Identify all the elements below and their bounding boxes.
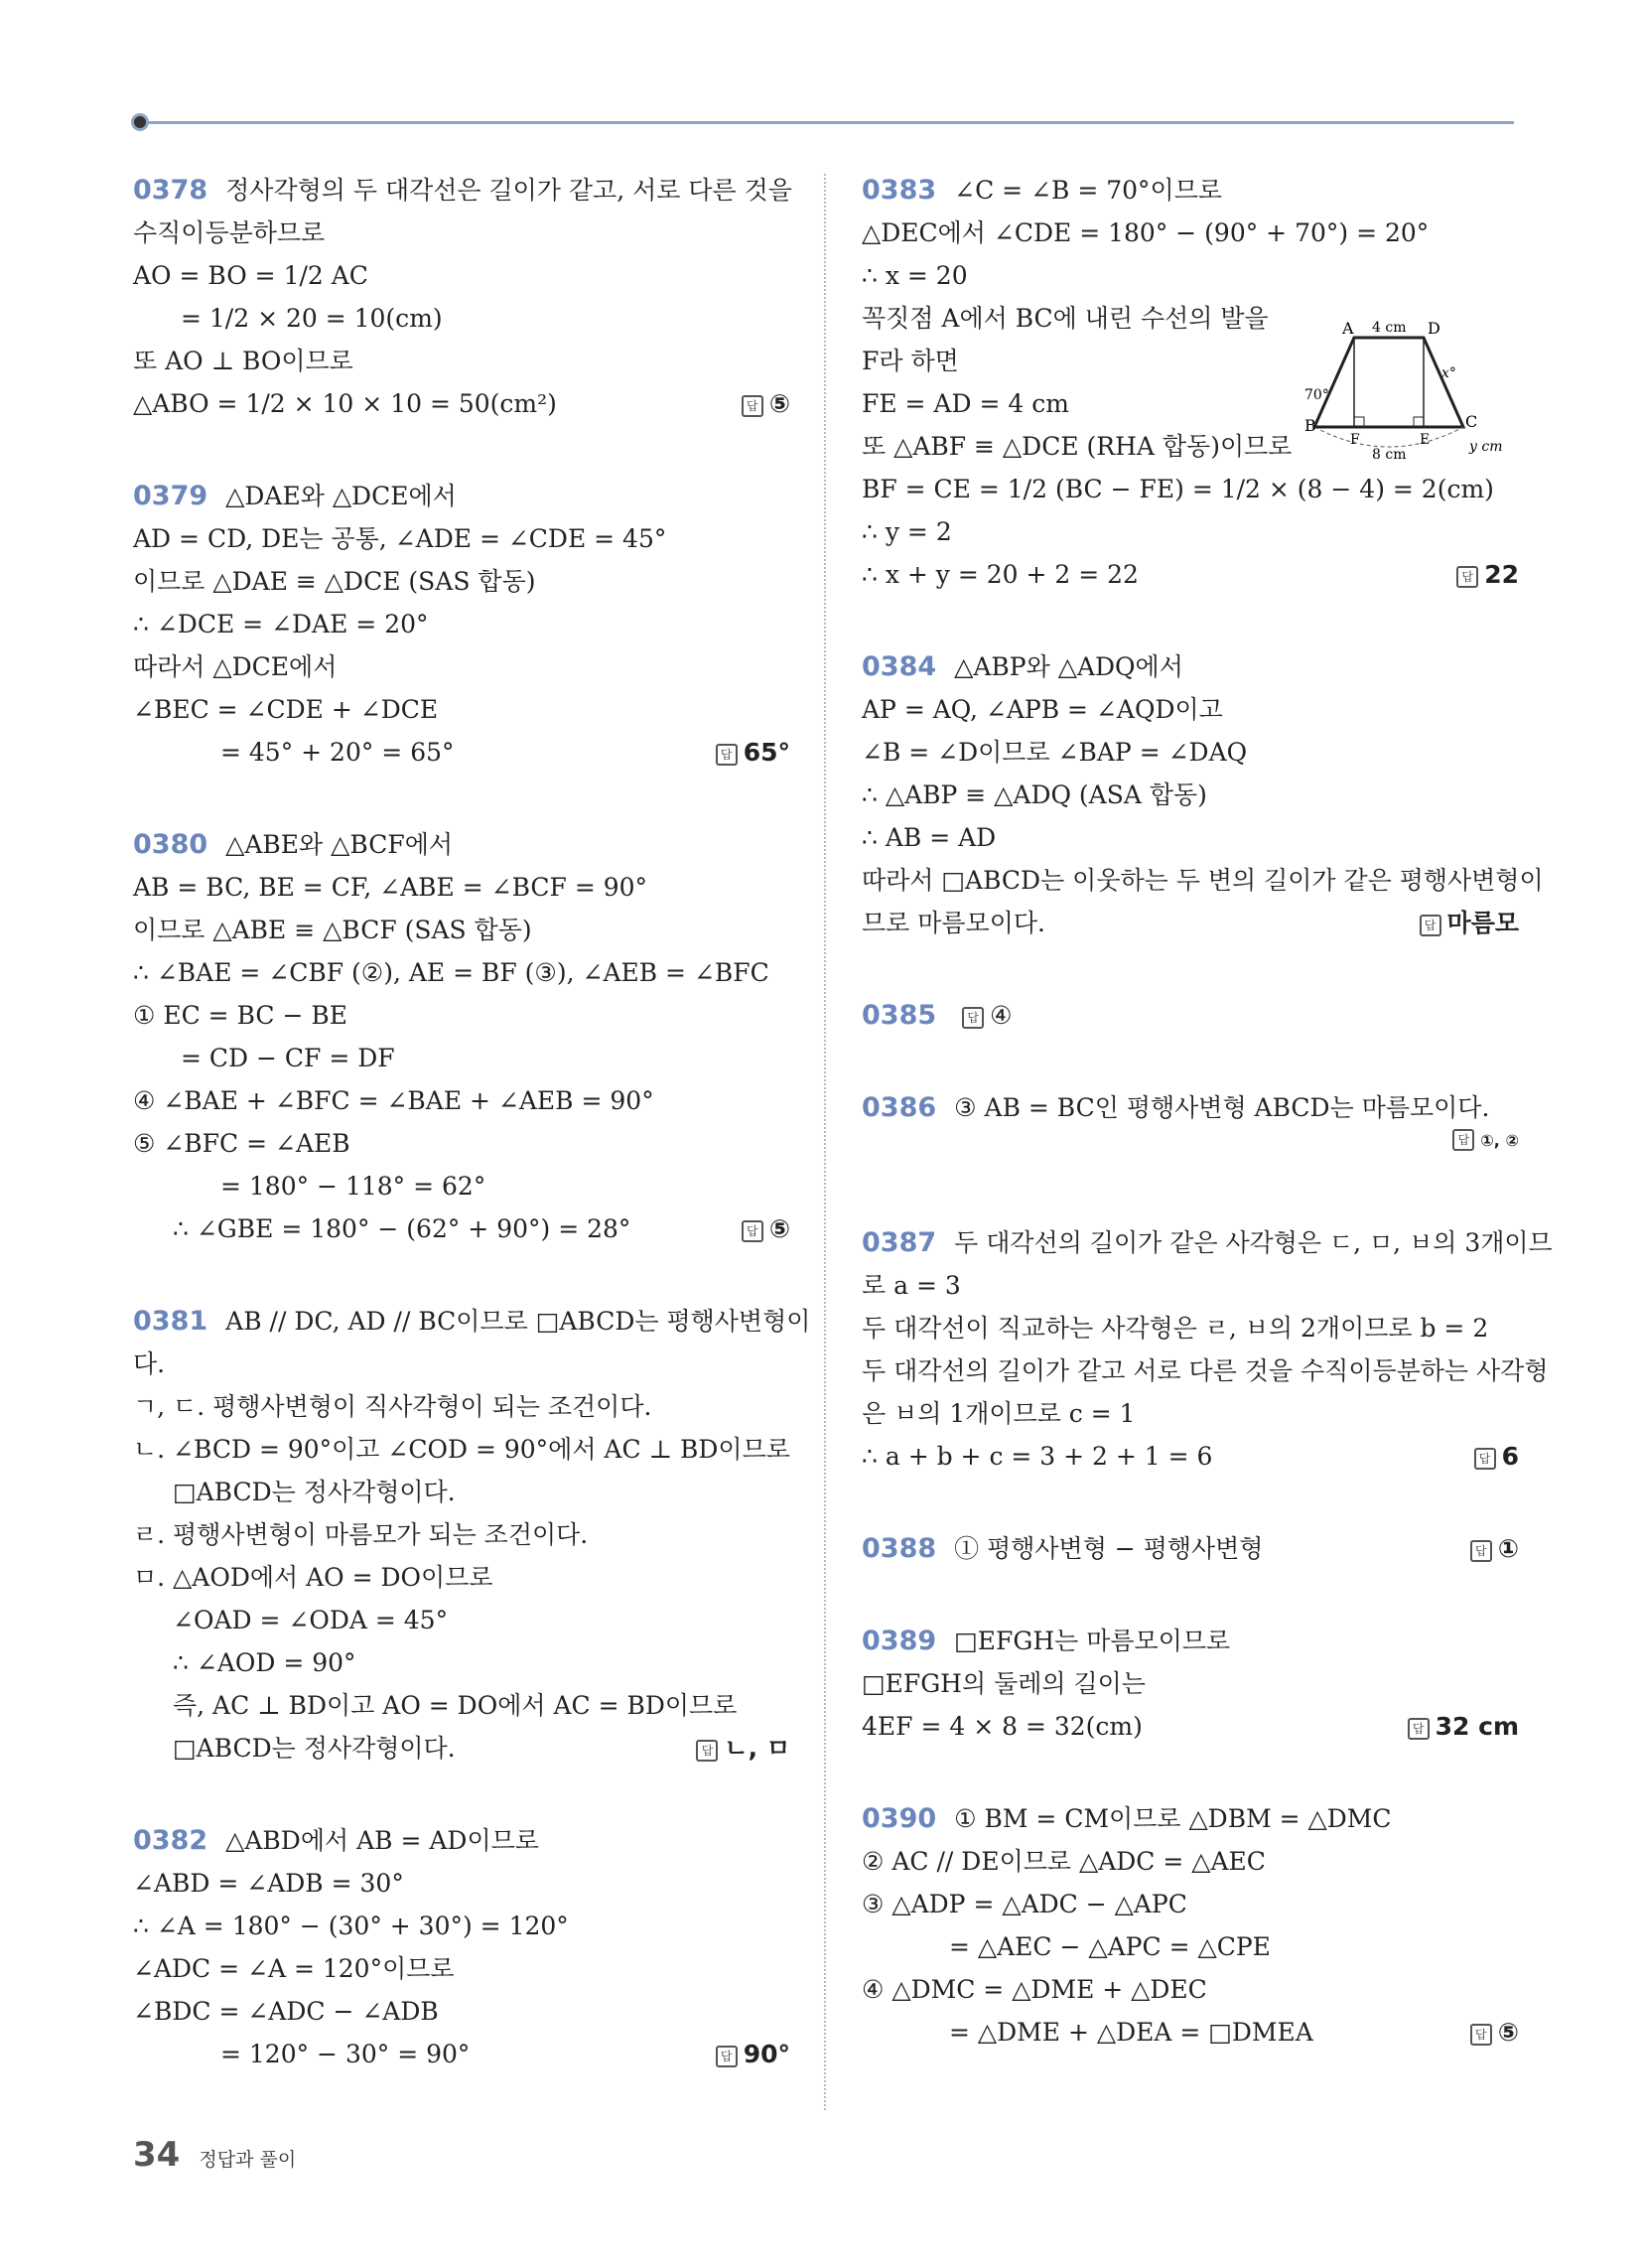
answer-badge-icon: 답 [1452,1129,1474,1151]
solution-line: ∴ ∠GBE = 180° − (62° + 90°) = 28° [173,1214,631,1243]
solution-line: ③ △ADP = △ADC − △APC [862,1890,1187,1918]
problem-number: 0389 [862,1626,937,1656]
solution-line: 즉, AC ⊥ BD이고 AO = DO에서 AC = BD이므로 [173,1691,738,1720]
solution-line: ∴ AB = AD [862,823,997,852]
problem-number: 0380 [133,829,208,860]
answer [716,2033,790,2075]
solution-line: 로 a = 3 [862,1271,961,1300]
right-column [862,169,1553,2103]
answer-value: ①, ② [1480,1131,1519,1150]
answer [1420,902,1519,944]
solution-line: ② AC // DE이므로 △ADC = △AEC [862,1847,1266,1876]
solution-line: = 45° + 20° = 65° [220,738,455,767]
solution-line: ∠OAD = ∠ODA = 45° [173,1606,449,1634]
solution-line: ∠C = ∠B = 70°이므로 [954,176,1222,205]
problem-0386 [862,1086,1527,1172]
answer [742,1207,790,1250]
problem-0380 [133,823,798,1250]
solution-line: AB = BC, BE = CF, ∠ABE = ∠BCF = 90° [133,873,648,902]
solution-line: ∴ ∠DCE = ∠DAE = 20° [133,610,429,638]
problem-0381 [133,1300,811,1770]
solution-line: = △AEC − △APC = △CPE [949,1932,1271,1961]
solution-line: ④ △DMC = △DME + △DEC [862,1975,1207,2004]
solution-line: △DAE와 △DCE에서 [225,482,457,510]
answer-value: ① [1497,1534,1519,1563]
solution-line: ⑤ ∠BFC = ∠AEB [133,1129,350,1158]
solution-line: AB // DC, AD // BC이므로 □ABCD는 평행사변형이 [225,1307,811,1336]
solution-line: 4EF = 4 × 8 = 32(cm) [862,1712,1143,1741]
label-top-length: 4 cm [1372,320,1407,336]
answer-badge-icon: 답 [742,395,763,417]
answer-value: 6 [1501,1442,1519,1471]
solution-line: ∴ ∠AOD = 90° [173,1648,356,1677]
solution-line: ① BM = CM이므로 △DBM = △DMC [954,1804,1392,1833]
solution-line: 두 대각선의 길이가 같고 서로 다른 것을 수직이등분하는 사각형 [862,1356,1549,1385]
solution-line: F라 하면 [862,347,959,375]
problem-0387 [862,1221,1553,1478]
label-b: B [1304,416,1316,435]
solution-line: 이므로 △ABE ≡ △BCF (SAS 합동) [133,916,532,944]
header-bullet-icon [131,113,149,131]
solution-line: □EFGH는 마름모이므로 [954,1627,1231,1655]
label-bottom-length: 8 cm [1372,447,1407,463]
problem-number: 0383 [862,175,937,206]
answer-value: ⑤ [768,1214,790,1243]
solution-line: ∴ △ABP ≡ △ADQ (ASA 합동) [862,780,1207,809]
solution-line: ㄴ. ∠BCD = 90°이고 ∠COD = 90°에서 AC ⊥ BD이므로 [133,1435,790,1464]
problem-0378 [133,169,798,425]
solution-line: 수직이등분하므로 [133,218,326,247]
problem-number: 0378 [133,175,208,206]
page-number: 34 [133,2135,181,2175]
label-a: A [1342,319,1354,338]
solution-line: ∴ y = 2 [862,517,952,546]
solution-line: AP = AQ, ∠APB = ∠AQD이고 [862,695,1223,724]
solution-line: □EFGH의 둘레의 길이는 [862,1669,1146,1698]
answer-value: 32 cm [1435,1712,1519,1741]
problem-number: 0390 [862,1803,937,1834]
problem-0384 [862,645,1544,944]
solution-line: ∠BDC = ∠ADC − ∠ADB [133,1997,439,2026]
solution-line: 또 △ABF ≡ △DCE (RHA 합동)이므로 [862,432,1293,461]
problem-0385 [862,994,1527,1037]
solution-line: = 1/2 × 20 = 10(cm) [181,304,443,333]
answer [1408,1705,1519,1748]
solution-line: 이므로 △DAE ≡ △DCE (SAS 합동) [133,567,536,596]
answer [1456,553,1519,596]
label-e: E [1420,432,1431,448]
answer-value: 65° [743,738,790,767]
solution-line: ① 평행사변형 − 평행사변형 [954,1534,1264,1563]
answer [696,1727,790,1770]
answer-value: ④ [990,1001,1013,1030]
answer-value: ⑤ [1497,2018,1519,2047]
answer-badge-icon: 답 [716,744,738,766]
problem-0389 [862,1620,1527,1748]
solution-line: △ABD에서 AB = AD이므로 [225,1826,539,1855]
solution-line: 은 ㅂ의 1개이므로 c = 1 [862,1399,1136,1428]
solution-line: △DEC에서 ∠CDE = 180° − (90° + 70°) = 20° [862,218,1430,247]
answer-badge-icon: 답 [742,1220,763,1242]
label-f: F [1350,432,1360,448]
solution-line: □ABCD는 정사각형이다. [173,1734,456,1763]
label-c: C [1465,412,1478,431]
problem-number: 0386 [862,1092,937,1123]
problem-0379 [133,475,798,774]
label-d: D [1428,319,1440,338]
solution-line: 또 AO ⊥ BO이므로 [133,347,353,375]
answer-badge-icon: 답 [1470,1540,1492,1562]
answer [1474,1435,1519,1478]
solution-line: ∠B = ∠D이므로 ∠BAP = ∠DAQ [862,738,1248,767]
page-footer [133,2135,296,2175]
problem-0388 [862,1527,1527,1570]
problem-number: 0387 [862,1227,937,1258]
problem-number: 0385 [862,1000,937,1031]
column-divider [824,174,826,2110]
solution-line: 따라서 △DCE에서 [133,652,338,681]
left-column [133,169,811,2125]
problem-0390 [862,1797,1527,2054]
answer [716,731,790,774]
solution-line: ∴ a + b + c = 3 + 2 + 1 = 6 [862,1442,1213,1471]
solution-line: 꼭짓점 A에서 BC에 내린 수선의 발을 [862,304,1269,333]
solution-line: ① EC = BC − BE [133,1001,348,1030]
problem-0382 [133,1819,798,2075]
problem-number: 0381 [133,1306,208,1337]
solution-line: △ABO = 1/2 × 10 × 10 = 50(cm²) [133,389,557,418]
solution-line: FE = AD = 4 cm [862,389,1069,418]
solution-line: □ABCD는 정사각형이다. [173,1478,456,1506]
solution-line: ∴ ∠BAE = ∠CBF (②), AE = BF (③), ∠AEB = ∠BFC [133,958,769,987]
label-angle-b: 70° [1304,387,1329,403]
solution-line: △ABE와 △BCF에서 [225,830,453,859]
answer [962,1001,1012,1030]
answer-badge-icon: 답 [962,1007,984,1029]
header-rule [139,121,1514,124]
solution-line: 두 대각선의 길이가 같은 사각형은 ㄷ, ㅁ, ㅂ의 3개이므 [954,1228,1553,1257]
problem-number: 0382 [133,1825,208,1856]
solution-line: 정사각형의 두 대각선은 길이가 같고, 서로 다른 것을 [225,176,792,205]
solution-line: ㄱ, ㄷ. 평행사변형이 직사각형이 되는 조건이다. [133,1392,652,1421]
answer-value: 22 [1484,560,1519,589]
solution-line: ④ ∠BAE + ∠BFC = ∠BAE + ∠AEB = 90° [133,1086,654,1115]
solution-line: ㄹ. 평행사변형이 마름모가 되는 조건이다. [133,1520,589,1549]
label-y: y cm [1469,439,1503,455]
solution-line: 두 대각선이 직교하는 사각형은 ㄹ, ㅂ의 2개이므로 b = 2 [862,1314,1489,1343]
problem-number: 0388 [862,1533,937,1564]
solution-line: 따라서 □ABCD는 이웃하는 두 변의 길이가 같은 평행사변형이 [862,866,1544,895]
answer-value: 마름모 [1446,909,1519,937]
page-section-label: 정답과 풀이 [199,2149,297,2171]
solution-line: ㅁ. △AOD에서 AO = DO이므로 [133,1563,493,1592]
answer-badge-icon: 답 [1474,1448,1496,1470]
solution-line: ∠ABD = ∠ADB = 30° [133,1869,404,1898]
solution-line: ∠BEC = ∠CDE + ∠DCE [133,695,439,724]
solution-line: 다. [133,1349,166,1378]
solution-line: ∴ x = 20 [862,261,968,290]
answer-badge-icon: 답 [1408,1718,1430,1740]
answer-badge-icon: 답 [1420,915,1441,936]
problem-number: 0384 [862,651,937,682]
solution-line: BF = CE = 1/2 (BC − FE) = 1/2 × (8 − 4) = 2(cm) [862,475,1494,503]
solution-line: AO = BO = 1/2 AC [133,261,368,290]
solution-line: 므로 마름모이다. [862,909,1045,937]
answer-value: ⑤ [768,389,790,418]
solution-line: ∠ADC = ∠A = 120°이므로 [133,1954,455,1983]
solution-line: ③ AB = BC인 평행사변형 ABCD는 마름모이다. [954,1093,1490,1122]
solution-line: ∴ x + y = 20 + 2 = 22 [862,560,1139,589]
answer-badge-icon: 답 [696,1740,718,1762]
solution-line: △ABP와 △ADQ에서 [954,652,1183,681]
answer-value: ㄴ, ㅁ [724,1734,790,1763]
solution-line: = 120° − 30° = 90° [220,2040,471,2068]
problem-number: 0379 [133,481,208,511]
answer-value: 90° [743,2040,790,2068]
answer-badge-icon: 답 [716,2046,738,2067]
problem-0383 [862,169,1527,596]
answer-badge-icon: 답 [1456,566,1478,588]
answer [1452,1129,1519,1151]
answer [1470,2011,1519,2054]
solution-line: = CD − CF = DF [181,1044,395,1072]
solution-line: AD = CD, DE는 공통, ∠ADE = ∠CDE = 45° [133,524,667,553]
solution-line: = 180° − 118° = 62° [220,1172,486,1201]
solution-line: = △DME + △DEA = □DMEA [949,2018,1313,2047]
answer [1470,1527,1519,1570]
label-x: x° [1441,365,1456,381]
answer-badge-icon: 답 [1470,2024,1492,2046]
solution-line: ∴ ∠A = 180° − (30° + 30°) = 120° [133,1912,569,1940]
answer [742,382,790,425]
